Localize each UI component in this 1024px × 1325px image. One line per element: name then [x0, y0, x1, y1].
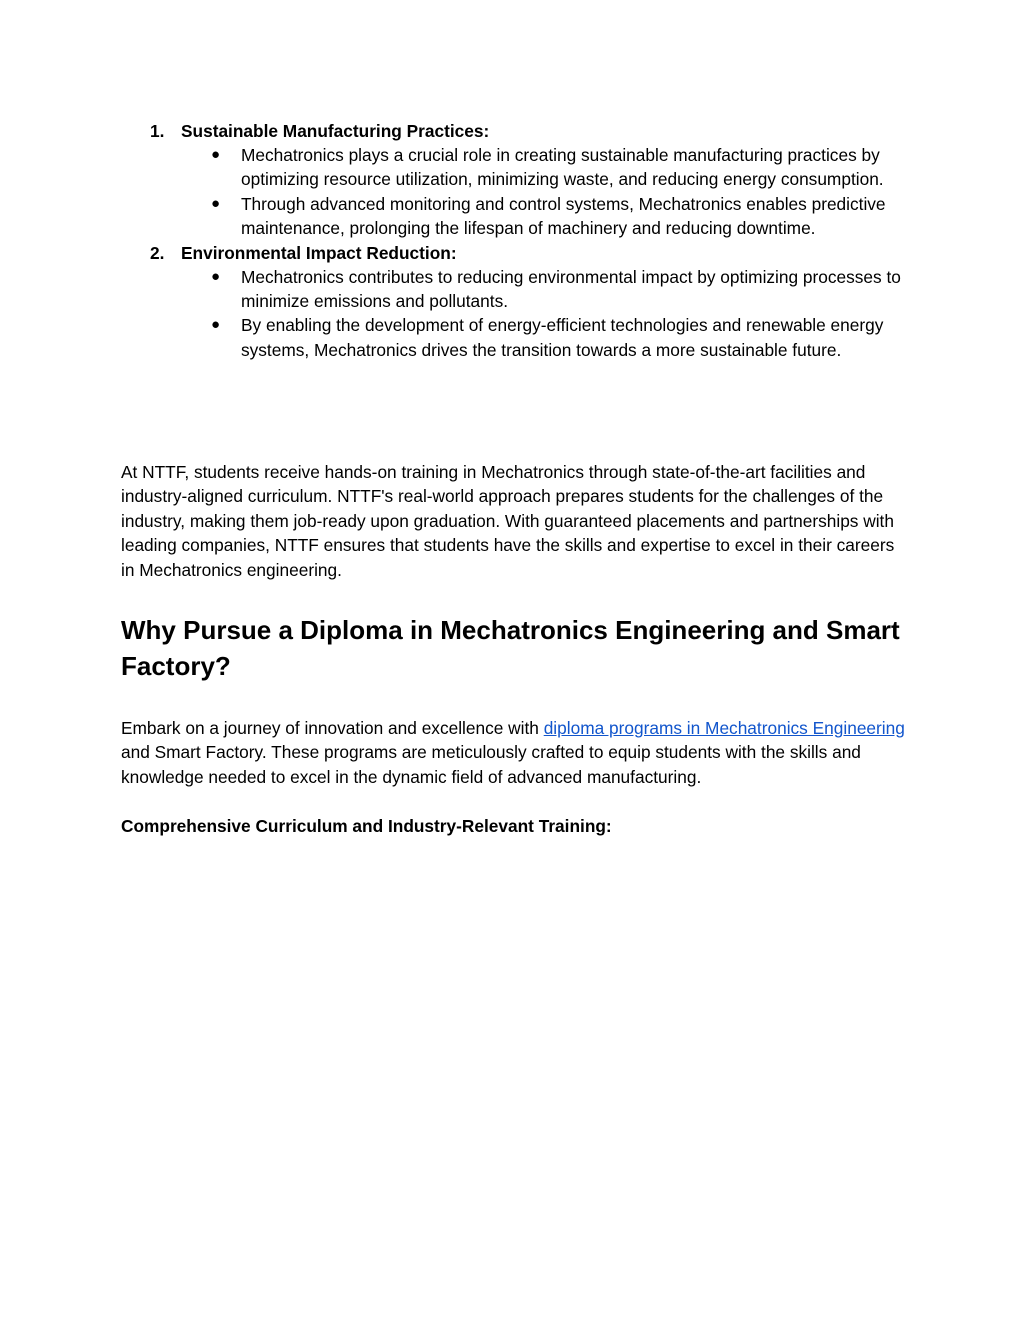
list-item: [121, 119, 911, 241]
bullet-icon: ●: [211, 146, 221, 163]
bullet-text: Mechatronics plays a crucial role in creating sustainable manufacturing practices by optimizing resource utilization, minimizing waste, and reducing energy consumption.: [241, 145, 884, 190]
list-number: 2.: [150, 242, 165, 263]
bullet-text: Through advanced monitoring and control systems, Mechatronics enables predictive maintenance, prolonging the lifespan of machinery and reducing downtime.: [241, 193, 886, 239]
nttf-paragraph: At NTTF, students receive hands-on training in Mechatronics through state-of-the-art facilities and industry-aligned curriculum. NTTF's real-world approach prepares students for the challenges of the industry, making them job-ready upon graduation. With guaranteed placements and partnerships with leading companies, NTTF ensures that students have the skills and expertise to excel in their careers in Mechatronics engineering.: [121, 462, 895, 580]
bullet-text: By enabling the development of energy-efficient technologies and renewable energy systems, Mechatronics drives the transition towards a more sustainable future.: [241, 315, 884, 360]
embark-text-before: Embark on a journey of innovation and excellence with: [121, 718, 544, 738]
bullet-item: [121, 265, 911, 314]
bullet-item: [121, 143, 911, 192]
bullet-text: Mechatronics contributes to reducing environmental impact by optimizing processes to minimize emissions and pollutants.: [241, 266, 901, 312]
bullet-item: [121, 192, 911, 241]
bullet-list: [121, 143, 911, 241]
embark-paragraph: [121, 716, 911, 789]
list-item-title: Sustainable Manufacturing Practices:: [181, 121, 490, 141]
list-item-heading: [121, 119, 911, 143]
bullet-list: [121, 265, 911, 363]
list-number: 1.: [150, 121, 165, 141]
list-item: [121, 241, 911, 363]
numbered-list: [121, 119, 911, 362]
bullet-icon: ●: [211, 316, 221, 334]
list-item-title: Environmental Impact Reduction:: [181, 242, 457, 263]
bullet-icon: ●: [211, 267, 221, 285]
bullet-item: [121, 313, 911, 362]
list-item-heading: [121, 241, 911, 265]
bullet-icon: ●: [211, 194, 221, 212]
embark-text-after: and Smart Factory. These programs are meticulously crafted to equip students with the skills and knowledge needed to excel in the dynamic field of advanced manufacturing.: [121, 742, 861, 787]
section-heading: Why Pursue a Diploma in Mechatronics Engineering and Smart Factory?: [121, 615, 900, 681]
diploma-programs-link[interactable]: diploma programs in Mechatronics Engineering: [543, 718, 905, 738]
curriculum-subheading: Comprehensive Curriculum and Industry-Relevant Training:: [121, 816, 612, 836]
